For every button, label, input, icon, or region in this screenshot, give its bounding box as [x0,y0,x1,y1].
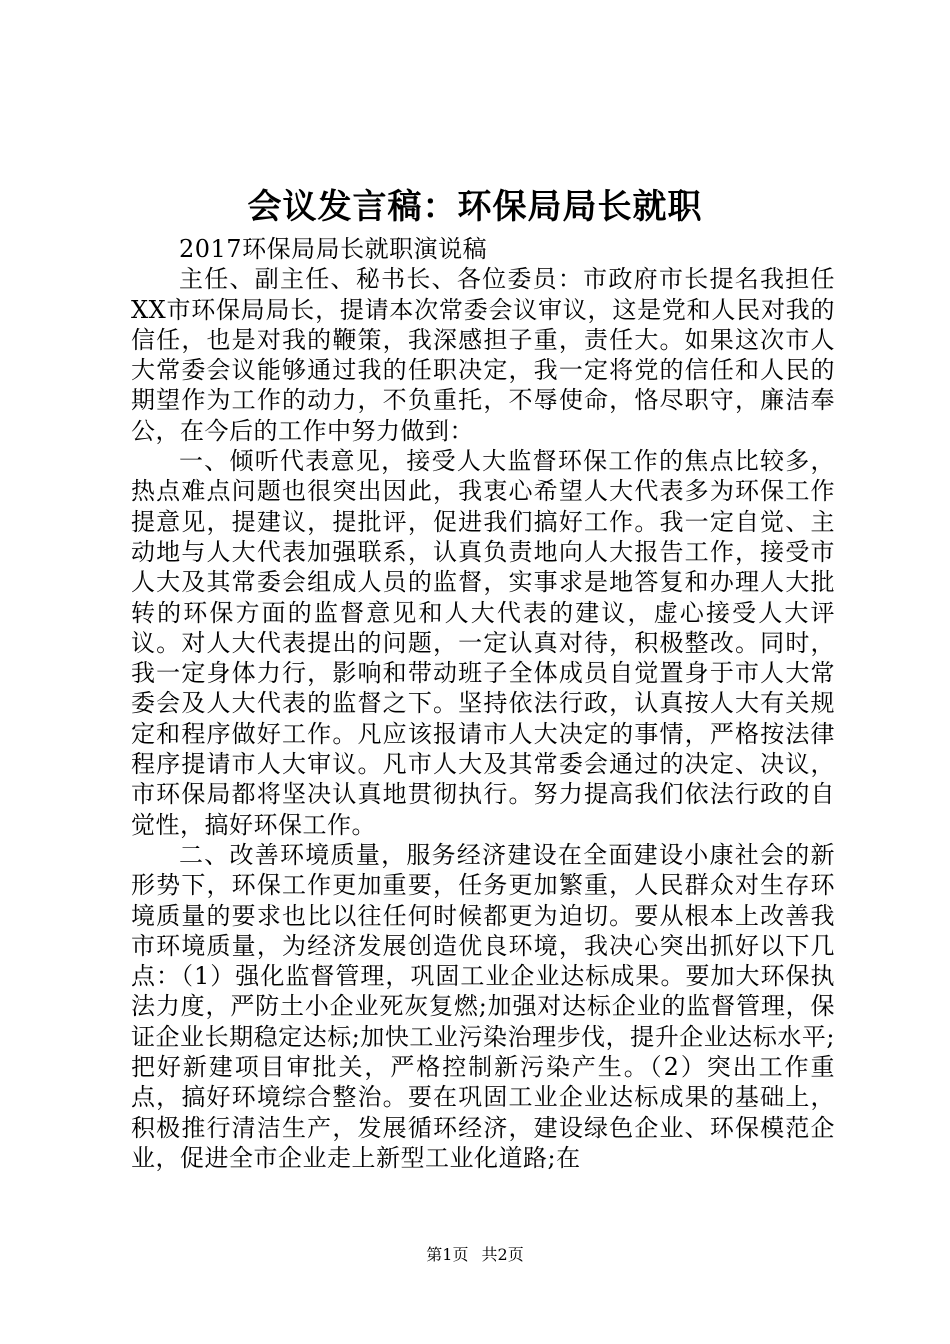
page-total: 共2页 [481,1245,524,1264]
page-footer [0,1244,950,1266]
page-number: 第1页 [426,1245,469,1264]
subtitle-paragraph: 2017环保局局长就职演说稿 [179,235,488,263]
document-title: 会议发言稿：环保局局长就职 [247,187,703,227]
body-paragraph: 一、倾听代表意见，接受人大监督环保工作的焦点比较多，热点难点问题也很突出因此，我衷心希望人大代表多为环保工作提意见，提建议，提批评，促进我们搞好工作。我一定自觉、主动地与人大代表加强联系，认真负责地向人大报告工作，接受市人大及其常委会组成人员的监督，实事求是地答复和办理人大批转的环保方面的监督意见和人大代表的建议，虚心接受人大评议。对人大代表提出的问题，一定认真对待，积极整改。同时，我一定身体力行，影响和带动班子全体成员自觉置身于市人大常委会及人大代表的监督之下。坚持依法行政，认真按人大有关规定和程序做好工作。凡应该报请市人大决定的事情，严格按法律程序提请市人大审议。凡市人大及其常委会通过的决定、决议，市环保局都将坚决认真地贯彻执行。努力提高我们依法行政的自觉性，搞好环保工作。 [131,447,835,839]
body-paragraph: 二、改善环境质量，服务经济建设在全面建设小康社会的新形势下，环保工作更加重要，任务更加繁重，人民群众对生存环境质量的要求也比以往任何时候都更为迫切。要从根本上改善我市环境质量，为经济发展创造优良环境，我决心突出抓好以下几点：（1）强化监督管理，巩固工业企业达标成果。要加大环保执法力度，严防土小企业死灰复燃;加强对达标企业的监督管理，保证企业长期稳定达标;加快工业污染治理步伐，提升企业达标水平;把好新建项目审批关，严格控制新污染产生。（2）突出工作重点，搞好环境综合整治。要在巩固工业企业达标成果的基础上，积极推行清洁生产，发展循环经济，建设绿色企业、环保模范企业，促进全市企业走上新型工业化道路;在 [131,840,835,1172]
body-paragraph: 主任、副主任、秘书长、各位委员：市政府市长提名我担任XX市环保局局长，提请本次常委会议审议，这是党和人民对我的信任，也是对我的鞭策，我深感担子重，责任大。如果这次市人大常委会议能够通过我的任职决定，我一定将党的信任和人民的期望作为工作的动力，不负重托，不辱使命，恪尽职守，廉洁奉公，在今后的工作中努力做到： [131,265,835,445]
document-body [131,234,835,1173]
